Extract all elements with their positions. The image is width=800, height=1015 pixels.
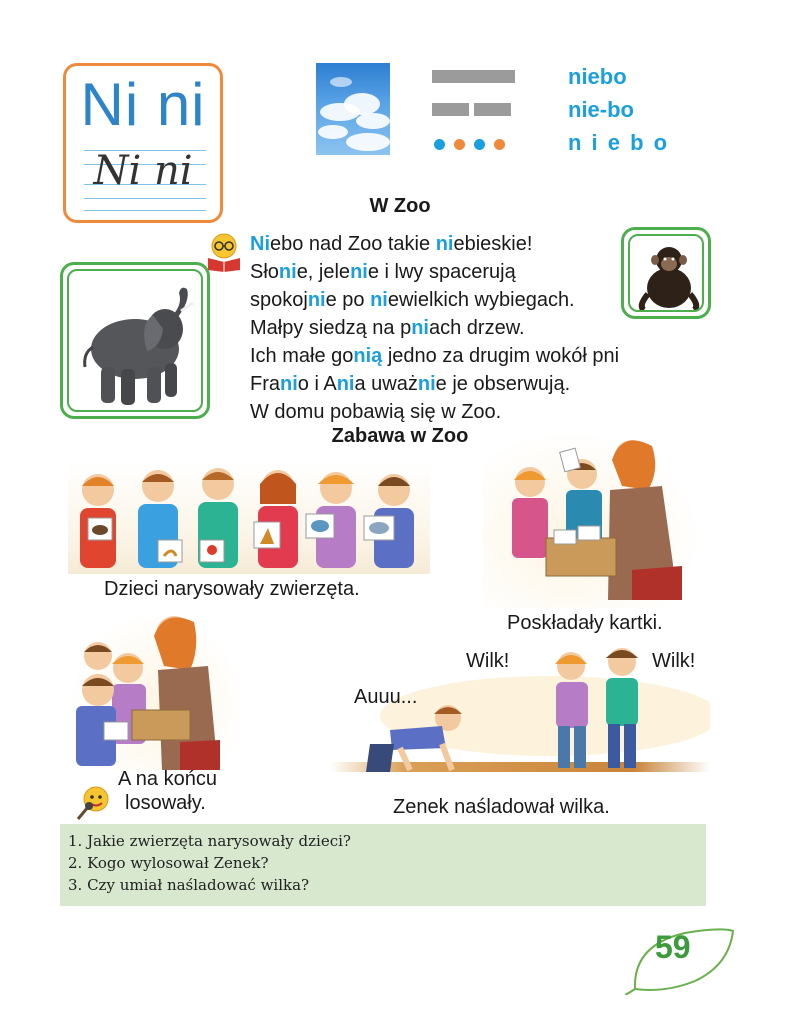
caption-folding: Poskładały kartki.	[507, 612, 663, 634]
caption-wolf: Zenek naśladował wilka.	[393, 796, 610, 818]
question-item: 3. Czy umiał naśladować wilka?	[68, 876, 310, 894]
microphone-child-icon	[74, 785, 112, 821]
story-text-segment: a uważ	[354, 373, 418, 395]
story-text-segment: o i A	[297, 373, 337, 395]
shout-right: Wilk!	[652, 650, 696, 672]
story-text-segment: e i lwy spacerują	[367, 261, 516, 283]
highlighted-syllable: ni	[278, 261, 297, 283]
story-title: W Zoo	[369, 195, 431, 217]
sky-picture	[316, 63, 390, 155]
sound-dot	[454, 139, 465, 150]
sound-dot	[434, 139, 445, 150]
word-whole: niebo	[568, 64, 627, 89]
word-split: nie-bo	[568, 97, 634, 122]
highlighted-syllable: ni	[370, 289, 388, 311]
question-item: 1. Jakie zwierzęta narysowały dzieci?	[68, 832, 351, 850]
story-line	[250, 314, 670, 342]
story-line	[250, 370, 670, 398]
highlighted-syllable: ni	[411, 317, 429, 339]
caption-drawing: Dzieci narysowały zwierzęta.	[104, 578, 360, 600]
question-item: 2. Kogo wylosował Zenek?	[68, 854, 269, 872]
sound-dot	[494, 139, 505, 150]
syllable-bar	[432, 103, 469, 116]
game-title: Zabawa w Zoo	[331, 425, 469, 447]
word-letters: n i e b o	[568, 130, 670, 155]
story-line	[250, 398, 670, 426]
elephant-icon	[69, 271, 203, 412]
story-text-segment: jedno za drugim wokół pni	[382, 345, 620, 367]
children-drawings-illustration	[68, 462, 430, 574]
highlighted-syllable: ni	[350, 261, 368, 283]
highlighted-syllable: Ni	[250, 233, 270, 255]
highlighted-syllable: ni	[307, 289, 326, 311]
letter-script: Ni ni	[93, 148, 193, 194]
elephant-photo-frame	[60, 262, 210, 419]
story-line	[250, 342, 670, 370]
story-text-segment: Ich małe go	[250, 345, 354, 367]
story-text-segment: W domu pobawią się w Zoo.	[250, 401, 502, 423]
story-text-segment: ach drzew.	[428, 317, 525, 339]
story-text-segment: spokoj	[250, 289, 308, 311]
howl-text: Auuu...	[354, 686, 418, 708]
letter-print: Ni ni	[80, 71, 206, 138]
sound-dot	[474, 139, 485, 150]
syllable-bar	[474, 103, 511, 116]
story-text-segment: Małpy siedzą na p	[250, 317, 412, 339]
questions-box	[60, 824, 706, 906]
drawing-lots-illustration	[68, 612, 246, 770]
page-number-leaf	[625, 925, 735, 995]
story-text-segment: Fra	[250, 373, 280, 395]
folding-cards-illustration	[482, 430, 702, 608]
story-text-segment: e, jele	[296, 261, 351, 283]
highlighted-syllable: ni	[417, 373, 436, 395]
reading-child-icon	[205, 232, 243, 272]
story-text-segment: e po	[325, 289, 371, 311]
story-text-segment: ewielkich wybiegach.	[387, 289, 575, 311]
story-text-segment: Sło	[250, 261, 279, 283]
page-number: 59	[655, 929, 691, 965]
highlighted-syllable: ni	[280, 373, 298, 395]
highlighted-syllable: ni	[336, 373, 355, 395]
story-text-segment: ebieskie!	[453, 233, 533, 255]
word-bar	[432, 70, 515, 83]
highlighted-syllable: ni	[435, 233, 454, 255]
story-text	[250, 230, 670, 426]
story-text-segment: e je obserwują.	[435, 373, 571, 395]
caption-lots-line2: losowały.	[125, 792, 206, 814]
story-line	[250, 286, 670, 314]
story-line	[250, 230, 670, 258]
shout-left: Wilk!	[466, 650, 510, 672]
story-line	[250, 258, 670, 286]
highlighted-syllable: nią	[353, 345, 383, 367]
caption-lots-line1: A na końcu	[118, 768, 217, 790]
story-text-segment: ebo nad Zoo takie	[270, 233, 436, 255]
